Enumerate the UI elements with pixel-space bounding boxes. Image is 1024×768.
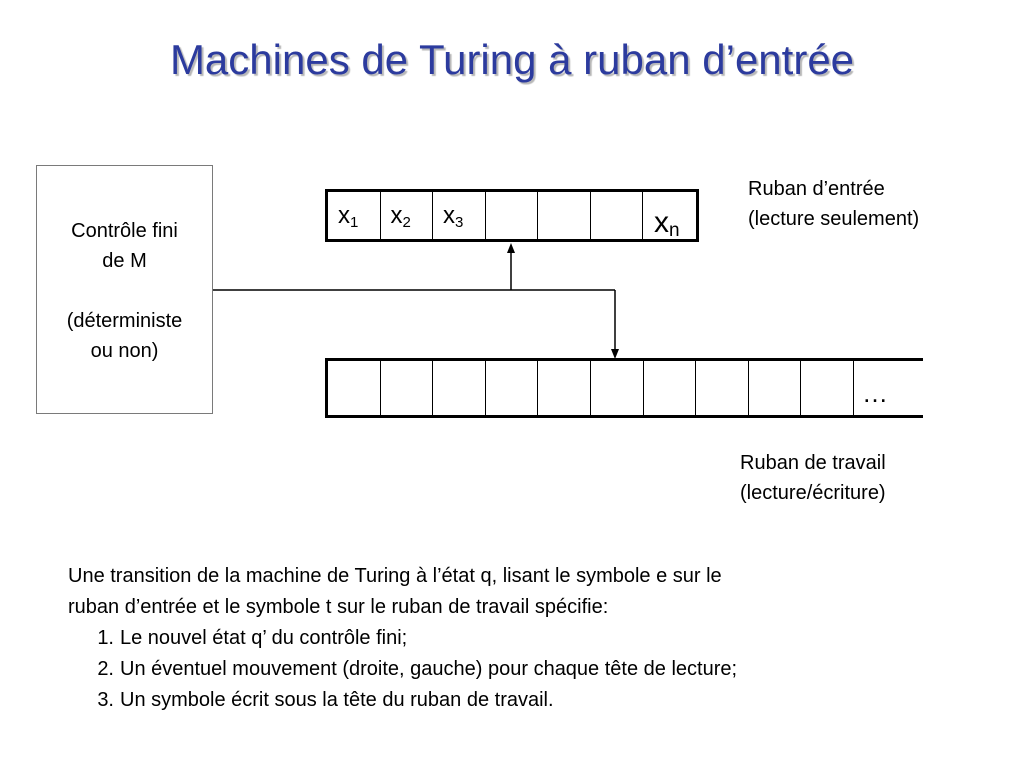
work-tape-ellipsis: … bbox=[862, 378, 889, 408]
work-tape-cell bbox=[591, 361, 644, 415]
work-tape-cell bbox=[433, 361, 486, 415]
description-line-2: ruban d’entrée et le symbole t sur le ruban de travail spécifie: bbox=[68, 596, 609, 618]
cell-symbol: x bbox=[390, 202, 403, 229]
list-item bbox=[68, 654, 968, 685]
work-tape-cell bbox=[486, 361, 539, 415]
work-tape-cell bbox=[328, 361, 381, 415]
list-item bbox=[68, 685, 968, 716]
list-item-text: Un symbole écrit sous la tête du ruban de travail. bbox=[120, 689, 554, 711]
list-item-number: 3. bbox=[97, 689, 114, 711]
cell-symbol: x bbox=[338, 202, 350, 229]
work-tape-cell bbox=[696, 361, 749, 415]
control-line-3: (déterministe bbox=[66, 310, 183, 332]
control-line-4: ou non) bbox=[90, 340, 159, 362]
work-tape-cell bbox=[538, 361, 591, 415]
work-tape-cell bbox=[644, 361, 697, 415]
input-tape-label-line-2: (lecture seulement) bbox=[748, 208, 920, 230]
slide-title: Machines de Turing à ruban d’entrée bbox=[169, 36, 855, 83]
cell-subscript: 3 bbox=[455, 214, 464, 231]
control-line-2: de M bbox=[102, 250, 147, 272]
input-tape-cell bbox=[591, 192, 644, 239]
cell-symbol: x bbox=[654, 206, 669, 239]
cell-symbol: x bbox=[443, 202, 455, 229]
work-tape-label-line-1: Ruban de travail bbox=[740, 452, 886, 474]
input-tape-label-line-1: Ruban d’entrée bbox=[748, 178, 885, 200]
cell-subscript: 2 bbox=[402, 214, 411, 231]
work-tape-cell bbox=[381, 361, 434, 415]
input-tape-cell bbox=[381, 192, 434, 239]
input-tape bbox=[325, 189, 699, 242]
list-item-number: 2. bbox=[97, 658, 114, 680]
list-item-number: 1. bbox=[97, 627, 114, 649]
transition-list bbox=[68, 623, 968, 716]
list-item bbox=[68, 623, 968, 654]
work-tape-label-line-2: (lecture/écriture) bbox=[740, 482, 886, 504]
work-tape bbox=[325, 358, 923, 418]
list-item-text: Le nouvel état q’ du contrôle fini; bbox=[120, 627, 408, 649]
list-item-text: Un éventuel mouvement (droite, gauche) pour chaque tête de lecture; bbox=[120, 658, 738, 680]
cell-subscript: 1 bbox=[350, 214, 359, 231]
input-tape-label bbox=[748, 174, 919, 234]
work-tape-label bbox=[740, 448, 886, 508]
input-tape-cell bbox=[328, 192, 381, 239]
cell-subscript: n bbox=[669, 220, 680, 241]
input-tape-cell bbox=[433, 192, 486, 239]
input-tape-cell bbox=[643, 192, 696, 239]
input-tape-cell bbox=[538, 192, 591, 239]
work-tape-cell bbox=[801, 361, 854, 415]
input-tape-cell bbox=[486, 192, 539, 239]
control-line-1: Contrôle fini bbox=[71, 220, 178, 242]
work-tape-cell bbox=[749, 361, 802, 415]
finite-control-label bbox=[36, 216, 213, 366]
transition-description bbox=[68, 561, 968, 716]
description-line-1: Une transition de la machine de Turing à l’état q, lisant le symbole e sur le bbox=[68, 565, 722, 587]
